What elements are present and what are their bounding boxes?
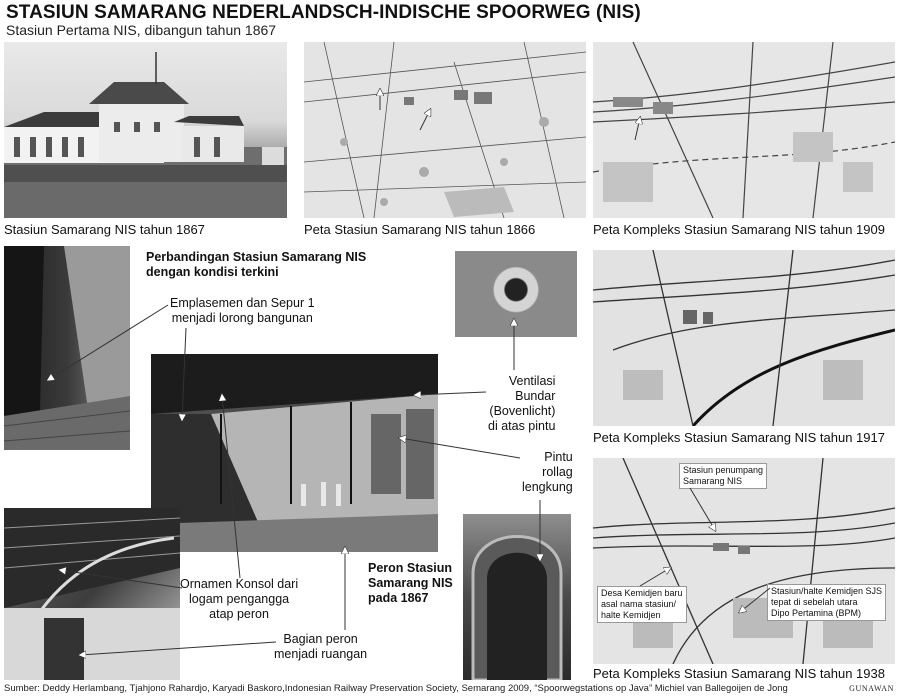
caption-photo-1867: Stasiun Samarang NIS tahun 1867 (4, 222, 205, 237)
label-peron-line3: pada 1867 (368, 591, 429, 605)
photo-corridor-current (4, 246, 130, 450)
map-1909 (593, 42, 895, 218)
comparison-heading-line2: dengan kondisi terkini (146, 265, 279, 279)
page-title: STASIUN SAMARANG NEDERLANDSCH-INDISCHE SPOORWEG (NIS) (6, 2, 641, 23)
map-1938-label-kemidjen (597, 586, 687, 623)
map-1938-label-sjs (767, 584, 886, 621)
caption-map-1909: Peta Kompleks Stasiun Samarang NIS tahun 1909 (593, 222, 885, 237)
label-emplasemen-line1: Emplasemen dan Sepur 1 (170, 296, 315, 310)
page-subtitle: Stasiun Pertama NIS, dibangun tahun 1867 (6, 22, 277, 38)
map-1938-label-kemidjen-line2: asal nama stasiun/ (601, 599, 677, 609)
label-bagian-line2: menjadi ruangan (274, 647, 368, 661)
comparison-heading-line1: Perbandingan Stasiun Samarang NIS (146, 250, 367, 264)
photo-platform-1867 (151, 354, 438, 552)
label-pintu-line3: lengkung (522, 480, 573, 494)
label-ventilasi (488, 374, 555, 434)
label-pintu-line1: Pintu (544, 450, 573, 464)
map-1866 (304, 42, 586, 218)
comparison-heading (146, 250, 366, 280)
label-pintu (522, 450, 573, 495)
label-ornamen-line3: atap peron (209, 607, 269, 621)
label-ornamen-line1: Ornamen Konsol dari (180, 577, 299, 591)
map-1938-label-penumpang-line2: Samarang NIS (683, 476, 743, 486)
credit: GUNAWAN (849, 684, 894, 693)
caption-map-1917: Peta Kompleks Stasiun Samarang NIS tahun 1917 (593, 430, 885, 445)
photo-ventilasi (455, 251, 577, 337)
caption-map-1866: Peta Stasiun Samarang NIS tahun 1866 (304, 222, 536, 237)
label-emplasemen (170, 296, 315, 326)
label-ornamen-line2: logam pengangga (189, 592, 290, 606)
photo-station-1867 (4, 42, 287, 218)
label-emplasemen-line2: menjadi lorong bangunan (171, 311, 313, 325)
label-pintu-line2: rollag (542, 465, 573, 479)
photo-ornamen-konsol (4, 508, 180, 680)
label-ventilasi-line1: Ventilasi (508, 374, 556, 388)
label-peron (368, 561, 453, 606)
label-ornamen (180, 577, 298, 622)
map-1938 (593, 458, 895, 664)
map-1938-label-penumpang-line1: Stasiun penumpang (683, 465, 764, 475)
label-ventilasi-line3: (Bovenlicht) (489, 404, 556, 418)
label-ventilasi-line4: di atas pintu (488, 419, 556, 433)
caption-map-1938: Peta Kompleks Stasiun Samarang NIS tahun 1938 (593, 666, 885, 681)
map-1917 (593, 250, 895, 426)
label-peron-line1: Peron Stasiun (368, 561, 453, 575)
map-1938-label-sjs-line2: tepat di sebelah utara (771, 597, 858, 607)
label-bagian-peron (274, 632, 367, 662)
photo-pintu-rollag (463, 514, 571, 680)
map-1938-label-sjs-line3: Dipo Pertamina (BPM) (771, 608, 862, 618)
label-ventilasi-line2: Bundar (515, 389, 556, 403)
map-1938-label-kemidjen-line3: halte Kemidjen (601, 610, 661, 620)
source-note: Sumber: Deddy Herlambang, Tjahjono Rahardjo, Karyadi Baskoro,Indonesian Railway Preservation Society, Semarang 2009, “Spoorwegstations op Java” Michiel van Ballegoijen de Jong (4, 683, 788, 694)
label-peron-line2: Samarang NIS (368, 576, 453, 590)
label-bagian-line1: Bagian peron (283, 632, 358, 646)
map-1938-label-sjs-line1: Stasiun/halte Kemidjen SJS (771, 586, 883, 596)
map-1938-label-kemidjen-line1: Desa Kemidjen baru (601, 588, 683, 598)
map-1938-label-penumpang (679, 463, 767, 489)
